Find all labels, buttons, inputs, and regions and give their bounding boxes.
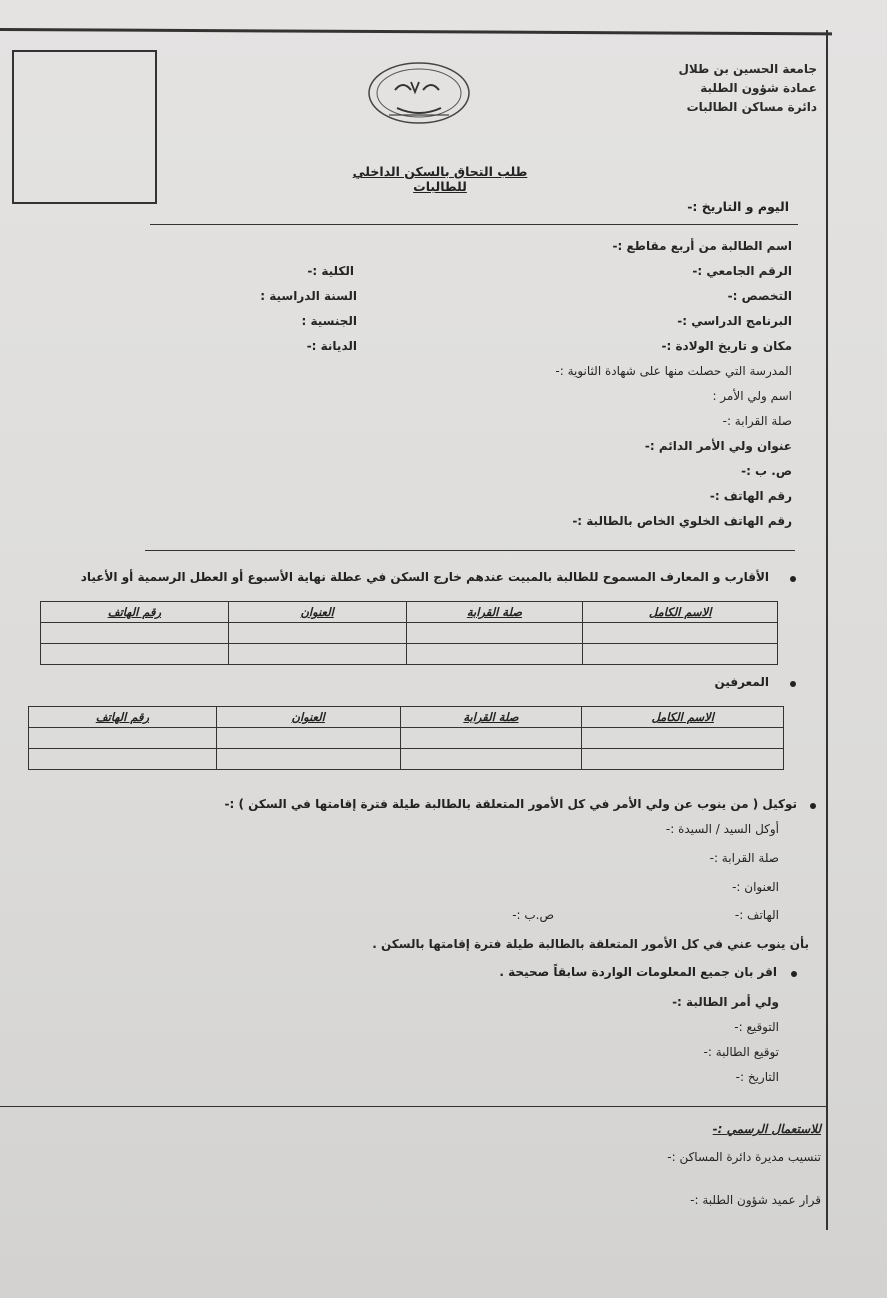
student-name-field: اسم الطالبة من أربع مقاطع :-: [612, 239, 792, 253]
signature-field: التوقيع :-: [734, 1020, 779, 1034]
university-name: جامعة الحسين بن طلال: [678, 62, 817, 76]
proxy-heading: توكيل ( من ينوب عن ولي الأمر في كل الأمور المتعلقة بالطالبة طيلة فترة إقامتها في السكن ) :-: [224, 797, 797, 811]
divider: [0, 1106, 826, 1107]
date-field: اليوم و التاريخ :-: [687, 199, 789, 214]
header-address: العنوان: [216, 707, 400, 728]
acquaintances-label: المعرفين: [714, 675, 769, 689]
university-seal-icon: [365, 60, 473, 130]
frame-top-border: [0, 28, 832, 35]
table-row: [29, 728, 784, 749]
header-phone: رقم الهاتف: [41, 602, 229, 623]
header-full-name: الاسم الكامل: [582, 707, 784, 728]
proxy-appoint-field: أوكل السيد / السيدة :-: [665, 822, 779, 836]
bullet: [791, 971, 797, 977]
dean-decision-field: قرار عميد شؤون الطلبة :-: [690, 1193, 821, 1207]
relatives-note: الأقارب و المعارف المسموح للطالبة بالمبيت عندهم خارج السكن في عطلة نهاية الأسبوع أو العطل الرسمية أو الأعياد: [80, 570, 769, 584]
table-header-row: [29, 707, 784, 728]
school-field: المدرسة التي حصلت منها على شهادة الثانوية :-: [555, 364, 792, 378]
header-full-name: الاسم الكامل: [583, 602, 778, 623]
photo-box: [12, 50, 157, 204]
form-title: طلب التحاق بالسكن الداخلي للطالبات: [352, 164, 528, 194]
table-header-row: [41, 602, 778, 623]
header-phone: رقم الهاتف: [29, 707, 217, 728]
divider: [145, 550, 795, 551]
faculty-field: الكلية :-: [307, 264, 354, 278]
program-field: البرنامج الدراسي :-: [677, 314, 792, 328]
declaration-text: اقر بان جميع المعلومات الواردة سابقاً صحيحة .: [499, 965, 777, 979]
pobox-field: ص. ب :-: [741, 464, 792, 478]
guardian-address-field: عنوان ولي الأمر الدائم :-: [644, 439, 792, 453]
bullet: [790, 576, 796, 582]
relatives-table: [40, 601, 778, 665]
proxy-statement: بأن ينوب عني في كل الأمور المتعلقة بالطالبة طيلة فترة إقامتها بالسكن .: [372, 937, 809, 951]
proxy-relation-field: صلة القرابة :-: [709, 851, 779, 865]
table-row: [41, 644, 778, 665]
header-block: [679, 60, 817, 117]
table-row: [29, 749, 784, 770]
director-recommendation-field: تنسيب مديرة دائرة المساكن :-: [667, 1150, 821, 1164]
header-relation: صلة القرابة: [406, 602, 583, 623]
proxy-phone-field: الهاتف :-: [734, 908, 779, 922]
bullet: [810, 803, 816, 809]
religion-field: الديانة :-: [306, 339, 357, 353]
university-id-field: الرقم الجامعي :-: [692, 264, 792, 278]
specialization-field: التخصص :-: [727, 289, 792, 303]
bullet: [790, 681, 796, 687]
acquaintances-table: [28, 706, 784, 770]
frame-right-border: [826, 30, 828, 1230]
declaration-date-field: التاريخ :-: [735, 1070, 779, 1084]
department-name: دائرة مساكن الطالبات: [686, 100, 817, 114]
table-row: [41, 623, 778, 644]
deanship-name: عمادة شؤون الطلبة: [700, 81, 817, 95]
header-relation: صلة القرابة: [400, 707, 582, 728]
relation-field: صلة القرابة :-: [722, 414, 792, 428]
student-signature-field: توقيع الطالبة :-: [703, 1045, 779, 1059]
birth-field: مكان و تاريخ الولادة :-: [661, 339, 792, 353]
divider: [150, 224, 798, 225]
phone-field: رقم الهاتف :-: [709, 489, 792, 503]
mobile-field: رقم الهاتف الخلوي الخاص بالطالبة :-: [572, 514, 792, 528]
proxy-address-field: العنوان :-: [732, 880, 779, 894]
proxy-pobox-field: ص.ب :-: [512, 908, 554, 922]
header-address: العنوان: [228, 602, 406, 623]
guardian-field: اسم ولي الأمر :: [712, 389, 792, 403]
official-use-heading: للاستعمال الرسمي :-: [712, 1122, 821, 1136]
study-year-field: السنة الدراسية :: [260, 289, 357, 303]
guardian-signature-name: ولي أمر الطالبة :-: [672, 995, 779, 1009]
nationality-field: الجنسية :: [301, 314, 357, 328]
